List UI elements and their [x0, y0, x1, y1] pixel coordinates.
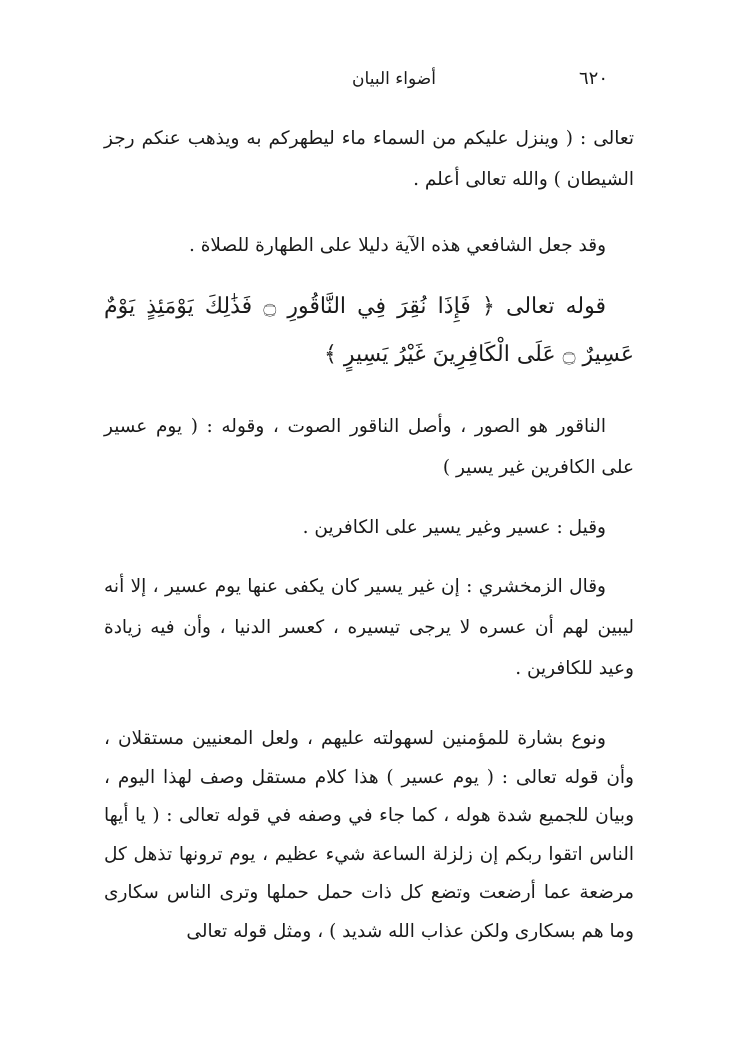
paragraph-text: وقال الزمخشري : إن غير يسير كان يكفى عنها يوم عسير ، إلا أنه ليبين لهم أن عسره لا يرجى تيسيره ، كعسر الدنيا ، وأن فيه زيادة وعيد للكافرين .: [104, 576, 634, 679]
paragraph-text: وقيل : عسير وغير يسير على الكافرين .: [302, 517, 606, 538]
page-header: [120, 66, 608, 92]
paragraph-text: ونوع بشارة للمؤمنين لسهولته عليهم ، ولعل المعنيين مستقلان ، وأن قوله تعالى : ( يوم عسير ) هذا كلام مستقل وصف لهذا اليوم ، وبيان للجميع شدة هوله ، كما جاء في وصفه في قوله تعالى : ( يا أيها الناس اتقوا ربكم إن زلزلة الساعة شيء عظيم ، يوم ترونها تذهل كل مرضعة عما أرضعت وتضع كل ذات حمل حملها وترى الناس سكارى وما هم بسكارى ولكن عذاب الله شديد ) ، ومثل قوله تعالى: [104, 728, 634, 942]
page-number: ٦٢٠: [578, 68, 608, 89]
quran-verse-text: قوله تعالى ﴿ فَإِذَا نُقِرَ فِي النَّاقُورِ ۝ فَذَٰلِكَ يَوْمَئِذٍ يَوْمٌ عَسِيرٌ ۝ عَلَى الْكَافِرِينَ غَيْرُ يَسِيرٍ ﴾: [104, 294, 634, 367]
paragraph-zamakhshari: [104, 566, 634, 689]
paragraph-qila: [104, 507, 634, 548]
paragraph-continuation: [104, 118, 634, 200]
quran-verse-block: [104, 283, 634, 379]
paragraph-naqur: [104, 406, 634, 488]
paragraph-shafii: [104, 225, 634, 266]
running-title: أضواء البيان: [352, 69, 436, 89]
paragraph-text: تعالى : ( وينزل عليكم من السماء ماء ليطهركم به ويذهب عنكم رجز الشيطان ) والله تعالى أعلم .: [104, 128, 634, 190]
paragraph-text: وقد جعل الشافعي هذه الآية دليلا على الطهارة للصلاة .: [188, 235, 606, 256]
paragraph-text: الناقور هو الصور ، وأصل الناقور الصوت ، وقوله : ( يوم عسير على الكافرين غير يسير ): [104, 416, 634, 478]
paragraph-bushra: [104, 720, 634, 951]
